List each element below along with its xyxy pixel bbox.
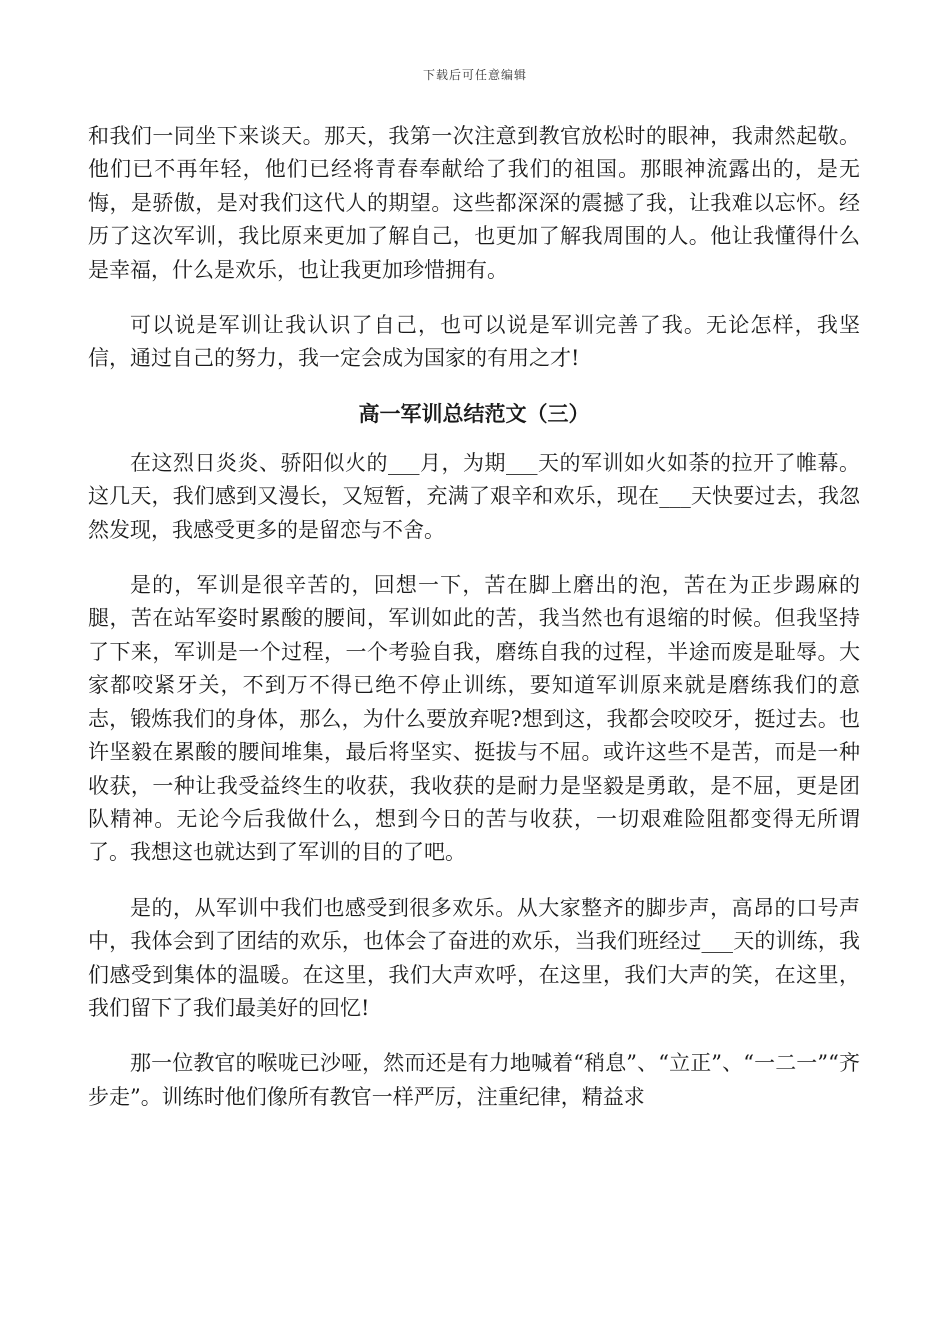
paragraph-gap bbox=[88, 431, 860, 447]
paragraph-gap bbox=[88, 376, 860, 398]
paragraph: 是的，军训是很辛苦的，回想一下，苦在脚上磨出的泡，苦在为正步踢麻的腿，苦在站军姿时累酸的腰间，军训如此的苦，我当然也有退缩的时候。但我坚持了下来，军训是一个过程，一个考验自我，磨练自我的过程，半途而废是耻辱。大家都咬紧牙关，不到万不得已绝不停止训练，要知道军训原来就是磨练我们的意志，锻炼我们的身体，那么，为什么要放弃呢?想到这，我都会咬咬牙，挺过去。也许坚毅在累酸的腰间堆集，最后将坚实、挺拔与不屈。或许这些不是苦，而是一种收获，一种让我受益终生的收获，我收获的是耐力是坚毅是勇敢，是不屈，更是团队精神。无论今后我做什么，想到今日的苦与收获，一切艰难险阻都变得无所谓了。我想这也就达到了军训的目的了吧。 bbox=[88, 573, 860, 865]
paragraph: 在这烈日炎炎、骄阳似火的___月，为期___天的军训如火如荼的拉开了帷幕。这几天，我们感到又漫长，又短暂，充满了艰辛和欢乐，现在___天快要过去，我忽然发现，我感受更多的是留恋与不舍。 bbox=[88, 450, 860, 542]
paragraph-gap bbox=[88, 870, 860, 892]
paragraph-continued: 和我们一同坐下来谈天。那天，我第一次注意到教官放松时的眼神，我肃然起敬。他们已不再年轻，他们已经将青春奉献给了我们的祖国。那眼神流露出的，是无悔，是骄傲，是对我们这代人的期望。这些都深深的震撼了我，让我难以忘怀。经历了这次军训，我比原来更加了解自己，也更加了解我周围的人。他让我懂得什么是幸福，什么是欢乐，也让我更加珍惜拥有。 bbox=[88, 124, 860, 282]
section-title: 高一军训总结范文（三） bbox=[358, 401, 590, 426]
page-header: 下载后可任意编辑 bbox=[422, 68, 527, 82]
document-body bbox=[88, 120, 860, 1114]
paragraph-gap bbox=[88, 1025, 860, 1047]
paragraph: 是的，从军训中我们也感受到很多欢乐。从大家整齐的脚步声，高昂的口号声中，我体会到了团结的欢乐，也体会了奋进的欢乐，当我们班经过___天的训练，我们感受到集体的温暖。在这里，我们大声欢呼，在这里，我们大声的笑，在这里，我们留下了我们最美好的回忆! bbox=[88, 895, 860, 1020]
paragraph-gap bbox=[88, 547, 860, 569]
paragraph: 那一位教官的喉咙已沙哑，然而还是有力地喊着“稍息”、“立正”、“一二一”“齐步走”。训练时他们像所有教官一样严厉，注重纪律，精益求 bbox=[88, 1051, 860, 1109]
paragraph-gap bbox=[88, 287, 860, 309]
paragraph-conclusion: 可以说是军训让我认识了自己，也可以说是军训完善了我。无论怎样，我坚信，通过自己的努力，我一定会成为国家的有用之才! bbox=[88, 313, 860, 371]
